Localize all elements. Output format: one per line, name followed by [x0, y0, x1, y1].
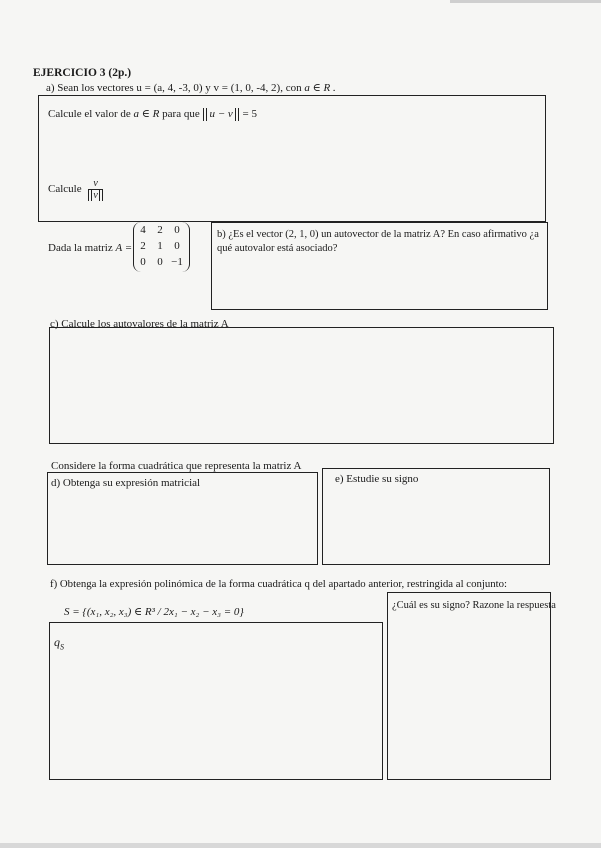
part-a-intro-text: a) Sean los vectores [46, 82, 134, 94]
bottom-scan-edge [0, 843, 601, 848]
part-f-answer-box[interactable] [49, 622, 383, 780]
part-a-question-1 [48, 108, 257, 121]
frac-den-v: v [93, 190, 98, 201]
matrix-label-text: Dada la matriz [48, 242, 113, 254]
q1-prefix: Calcule el valor de [48, 108, 131, 120]
matrix-cell: 0 [174, 240, 180, 252]
part-f-sign-box[interactable] [387, 592, 551, 780]
vector-u-def: u = (a, 4, -3, 0) [136, 82, 203, 94]
norm-symbol [203, 108, 238, 121]
matrix-a [133, 222, 190, 272]
part-a-question-2 [48, 178, 103, 201]
frac-denominator [88, 190, 102, 201]
q1-suffix: = 5 [242, 108, 257, 120]
matrix-cell: 0 [157, 256, 163, 268]
matrix-cell: 0 [140, 256, 146, 268]
part-b-question-line2: qué autovalor está asociado? [217, 243, 338, 254]
q1-var: a ∈ R [133, 108, 160, 120]
frac-numerator: v [88, 178, 102, 190]
part-a-intro [46, 82, 336, 95]
part-c-answer-box[interactable] [49, 327, 554, 444]
q1-middle: para que [162, 108, 200, 120]
domain-text: a ∈ R . [304, 82, 336, 94]
quadratic-intro: Considere la forma cuadrática que representa la matriz A [51, 460, 302, 472]
part-f-label: f) Obtenga la expresión polinómica de la forma cuadrática q del apartado anterior, restringida al conjunto: [50, 578, 508, 590]
matrix-cell: 0 [174, 224, 180, 236]
matrix-cell: −1 [171, 256, 183, 268]
v-over-norm-v [88, 178, 102, 201]
q2-prefix: Calcule [48, 182, 82, 195]
part-e-label: e) Estudie su signo [335, 473, 419, 485]
top-scan-edge [450, 0, 601, 3]
qs-q: q [54, 635, 60, 649]
matrix-label [48, 242, 132, 255]
part-f-set: S = {(x₁, x₂, x₃) ∈ R³ / 2x₁ − x₂ − x₃ = 0} [64, 606, 244, 618]
matrix-cell: 2 [140, 240, 146, 252]
vector-v-def: v = (1, 0, -4, 2), con [213, 82, 302, 94]
qs-label [54, 635, 64, 652]
exercise-title: EJERCICIO 3 (2p.) [33, 67, 132, 79]
part-c-label: c) Calcule los autovalores de la matriz A [50, 318, 229, 330]
matrix-cell: 1 [157, 240, 163, 252]
part-b-question-line1: b) ¿Es el vector (2, 1, 0) un autovector de la matriz A? En caso afirmativo ¿a [217, 229, 539, 240]
connector-y: y [205, 82, 211, 94]
qs-sub: S [60, 642, 64, 652]
matrix-cell: 4 [140, 224, 146, 236]
part-d-label: d) Obtenga su expresión matricial [51, 477, 201, 489]
q1-norm-expr: u − v [209, 108, 233, 120]
matrix-cell: 2 [157, 224, 163, 236]
matrix-name: A = [115, 242, 133, 254]
part-f-sign-question: ¿Cuál es su signo? Razone la respuesta [392, 600, 556, 611]
